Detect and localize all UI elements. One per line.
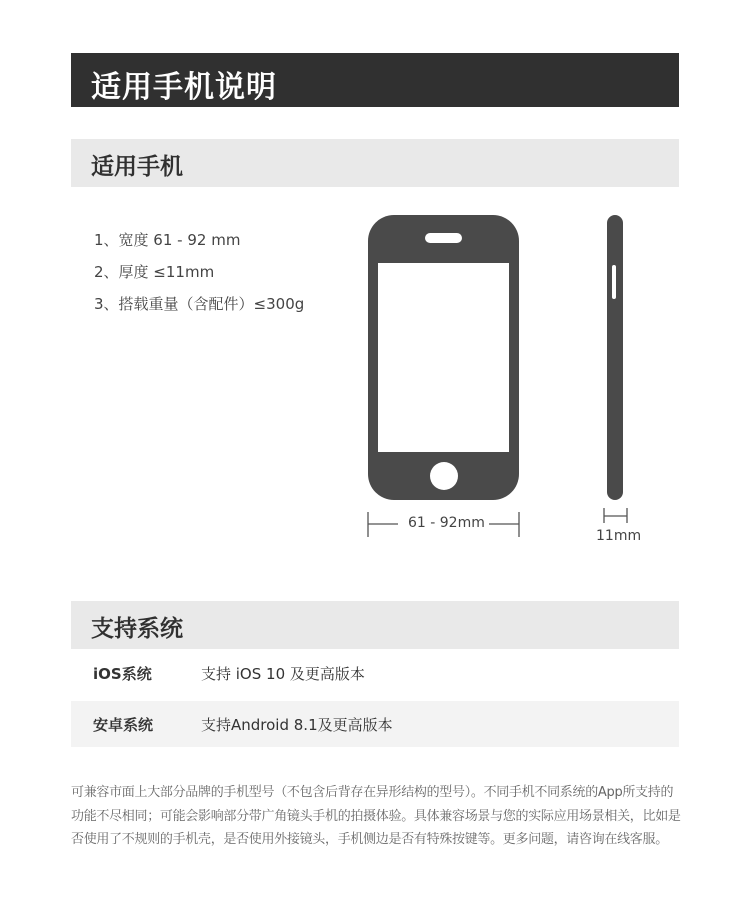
compatibility-note: 可兼容市面上大部分品牌的手机型号（不包含后背存在异形结构的型号）。不同手机不同系统的App所支持的功能不尽相同；可能会影响部分带广角镜头手机的拍摄体验。具体兼容场景与您的实际应用场景相关，比如是否使用了不规则的手机壳，是否使用外接镜头，手机侧边是否有特殊按键等。更多问题，请咨询在线客服。 [71,785,681,847]
system-row-ios [71,650,679,696]
system-name: iOS系统 [93,665,152,683]
spec-weight: 3、搭载重量（含配件）≤300g [94,295,305,313]
spec-width: 1、宽度 61 - 92 mm [94,231,241,249]
thickness-dimension-line [604,508,627,523]
section-title: 适用手机 [91,154,183,180]
section-title: 支持系统 [91,616,183,642]
system-row-android [71,701,679,747]
section-header-systems [71,601,679,649]
thickness-label: 11mm [596,528,642,544]
phone-side-illustration [607,215,623,500]
phone-front-illustration [368,215,519,500]
system-requirement: 支持Android 8.1及更高版本 [201,716,393,734]
width-label: 61 - 92mm [408,515,485,531]
system-requirement: 支持 iOS 10 及更高版本 [201,665,365,683]
spec-thickness: 2、厚度 ≤11mm [94,263,215,281]
page-title: 适用手机说明 [91,70,277,105]
system-name: 安卓系统 [93,716,154,734]
